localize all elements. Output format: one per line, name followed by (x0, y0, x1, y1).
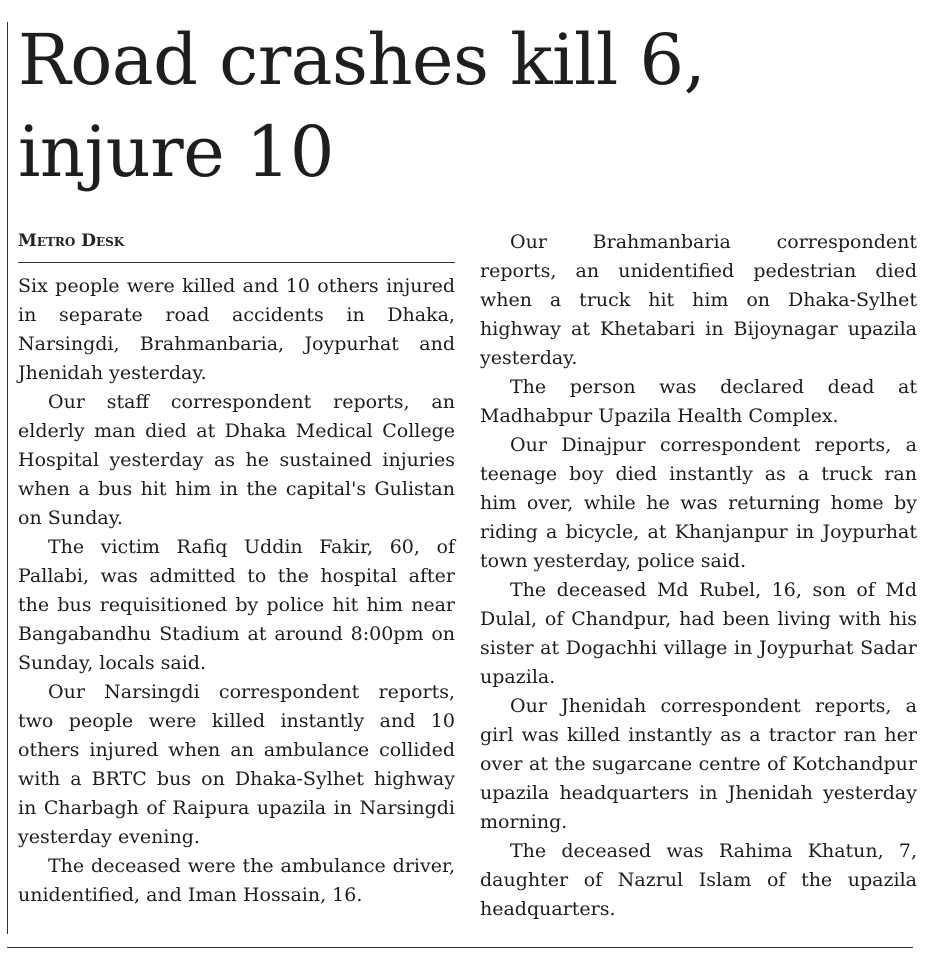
headline-line-2: injure 10 (18, 111, 334, 193)
paragraph: The deceased Md Rubel, 16, son of Md Dulal, of Chandpur, had been living with his sister at Dogachhi village in Joypurhat Sadar upazila. (480, 579, 917, 688)
paragraph: Our Jhenidah correspondent reports, a girl was killed instantly as a tractor ran her over at the sugarcane centre of Kotchandpur upazila headquarters in Jhenidah yesterday morning. (480, 695, 917, 833)
paragraph: The deceased were the ambulance driver, unidentified, and Iman Hossain, 16. (18, 855, 455, 906)
paragraph: The deceased was Rahima Khatun, 7, daughter of Nazrul Islam of the upazila headquarters. (480, 840, 917, 920)
bottom-rule (7, 947, 913, 948)
byline: Metro Desk (18, 231, 125, 251)
article-column-right (480, 228, 917, 924)
left-column-rule (7, 22, 8, 934)
headline (18, 14, 898, 198)
paragraph: Six people were killed and 10 others injured in separate road accidents in Dhaka, Narsingdi, Brahmanbaria, Joypurhat and Jhenidah yesterday. (18, 275, 455, 384)
paragraph: Our Brahmanbaria correspondent reports, an unidentified pedestrian died when a truck hit him on Dhaka-Sylhet highway at Khetabari in Bijoynagar upazila yesterday. (480, 231, 917, 369)
paragraph: Our Dinajpur correspondent reports, a teenage boy died instantly as a truck ran him over, while he was returning home by riding a bicycle, at Khanjanpur in Joypurhat town yesterday, police said. (480, 434, 917, 572)
byline-rule (18, 262, 455, 263)
paragraph: Our staff correspondent reports, an elderly man died at Dhaka Medical College Hospital yesterday as he sustained injuries when a bus hit him in the capital's Gulistan on Sunday. (18, 391, 455, 529)
paragraph: The person was declared dead at Madhabpur Upazila Health Complex. (480, 376, 917, 427)
article-column-left (18, 272, 455, 910)
headline-line-1: Road crashes kill 6, (18, 19, 706, 101)
paragraph: The victim Rafiq Uddin Fakir, 60, of Pallabi, was admitted to the hospital after the bus requisitioned by police hit him near Bangabandhu Stadium at around 8:00pm on Sunday, locals said. (18, 536, 455, 674)
paragraph: Our Narsingdi correspondent reports, two people were killed instantly and 10 others injured when an ambulance collided with a BRTC bus on Dhaka-Sylhet highway in Charbagh of Raipura upazila in Narsingdi yesterday evening. (18, 681, 455, 848)
